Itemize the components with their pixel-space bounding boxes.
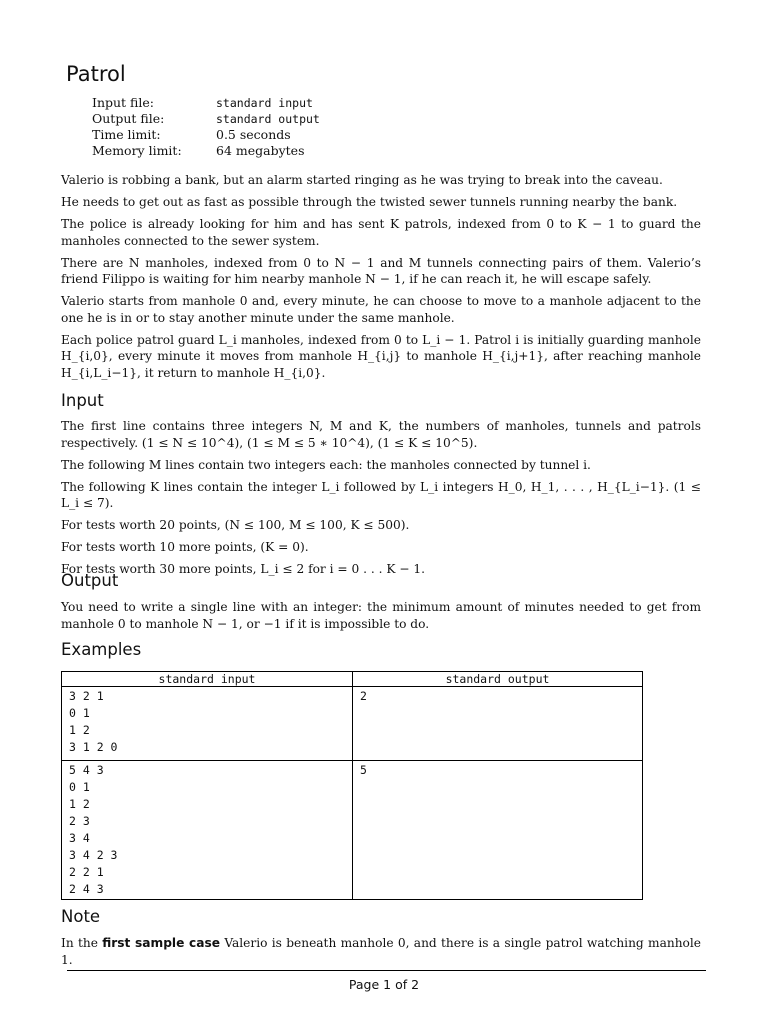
note-suffix: Valerio is beneath manhole 0, and there is a single patrol watching manhole 1.	[61, 936, 701, 967]
meta-key: Input file:	[92, 95, 154, 110]
note-prefix: In the	[61, 936, 103, 950]
footer-divider	[67, 970, 706, 971]
statement-paragraph: There are N manholes, indexed from 0 to N − 1 and M tunnels connecting pairs of them. Valerio’s friend Filippo is waiting for him nearby manhole N − 1, if he can reach it, he will escape safely.	[61, 255, 701, 286]
examples-table	[61, 671, 643, 900]
meta-key: Memory limit:	[92, 143, 182, 158]
note-bold: first sample case	[102, 936, 221, 950]
input-paragraph: For tests worth 30 more points, L_i ≤ 2 for i = 0 . . . K − 1.	[61, 562, 426, 576]
page-number: Page 1 of 2	[348, 977, 420, 992]
section-heading-note: Note	[61, 907, 101, 926]
example-output-cell	[353, 687, 643, 761]
example-input: 3 2 1 0 1 1 2 3 1 2 0	[69, 689, 118, 754]
examples-output-header: standard output	[353, 672, 643, 687]
example-output: 2	[360, 689, 367, 703]
examples-header-row	[62, 672, 643, 687]
input-description	[61, 418, 701, 583]
statement	[61, 172, 701, 387]
example-output: 5	[360, 763, 367, 777]
examples-input-header: standard input	[62, 672, 353, 687]
note-paragraph	[61, 935, 701, 968]
meta-value: standard input	[216, 96, 313, 110]
input-paragraph: The following K lines contain the integer L_i followed by L_i integers H_0, H_1, . . . , H_{L_i−1}. (1 ≤ L_i ≤ 7).	[61, 479, 701, 510]
note-text	[61, 935, 701, 974]
section-heading-output: Output	[61, 571, 119, 590]
page-title: Patrol	[66, 62, 126, 86]
output-description	[61, 599, 701, 638]
statement-paragraph: He needs to get out as fast as possible through the twisted sewer tunnels running nearby the bank.	[61, 195, 678, 209]
statement-paragraph: Valerio starts from manhole 0 and, every minute, he can choose to move to a manhole adjacent to the one he is in or to stay another minute under the same manhole.	[61, 294, 701, 325]
problem-meta	[92, 95, 320, 159]
meta-row	[92, 111, 320, 127]
meta-value: 0.5 seconds	[216, 127, 291, 142]
meta-key: Time limit:	[92, 127, 161, 142]
example-input-cell	[62, 687, 353, 761]
statement-paragraph: Valerio is robbing a bank, but an alarm started ringing as he was trying to break into the caveau.	[61, 173, 663, 187]
statement-paragraph: Each police patrol guard L_i manholes, indexed from 0 to L_i − 1. Patrol i is initially guarding manhole H_{i,0}, every minute it moves from manhole H_{i,j} to manhole H_{i,j+1}, after reaching manhole H_{i,L_i−1}, it return to manhole H_{i,0}.	[61, 332, 701, 380]
meta-row	[92, 127, 320, 143]
example-row	[62, 687, 643, 761]
meta-value: 64 megabytes	[216, 143, 305, 158]
statement-paragraph: The police is already looking for him and has sent K patrols, indexed from 0 to K − 1 to guard the manholes connected to the sewer system.	[61, 217, 701, 248]
example-input-cell	[62, 761, 353, 900]
input-paragraph: The first line contains three integers N, M and K, the numbers of manholes, tunnels and patrols respectively. (1 ≤ N ≤ 10^4), (1 ≤ M ≤ 5 ∗ 10^4), (1 ≤ K ≤ 10^5).	[61, 419, 701, 450]
input-paragraph: For tests worth 20 points, (N ≤ 100, M ≤ 100, K ≤ 500).	[61, 518, 410, 532]
meta-key: Output file:	[92, 111, 165, 126]
section-heading-examples: Examples	[61, 640, 142, 659]
section-heading-input: Input	[61, 391, 104, 410]
output-paragraph: You need to write a single line with an integer: the minimum amount of minutes needed to get from manhole 0 to manhole N − 1, or −1 if it is impossible to do.	[61, 600, 701, 631]
meta-value: standard output	[216, 112, 320, 126]
example-input: 5 4 3 0 1 1 2 2 3 3 4 3 4 2 3 2 2 1 2 4 3	[69, 763, 118, 896]
example-output-cell	[353, 761, 643, 900]
meta-row	[92, 95, 320, 111]
input-paragraph: The following M lines contain two integers each: the manholes connected by tunnel i.	[61, 457, 591, 472]
meta-row	[92, 143, 320, 159]
input-paragraph: For tests worth 10 more points, (K = 0).	[61, 540, 309, 554]
example-row	[62, 761, 643, 900]
